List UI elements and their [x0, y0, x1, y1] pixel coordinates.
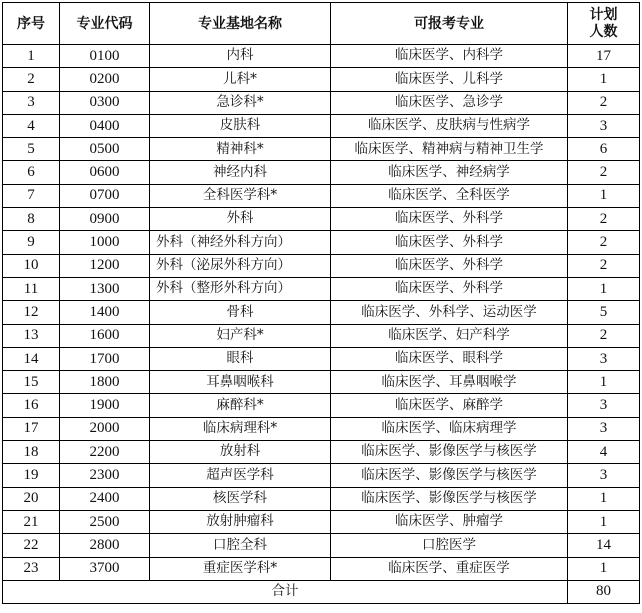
row-code: 1900: [60, 394, 150, 417]
recruitment-plan-table: [2, 2, 640, 604]
row-base-name: 妇产科*: [150, 324, 331, 347]
row-index: 4: [3, 114, 60, 137]
row-count: 6: [568, 138, 640, 161]
table-row: [3, 534, 640, 557]
row-index: 3: [3, 91, 60, 114]
row-code: 2000: [60, 417, 150, 440]
row-index: 12: [3, 301, 60, 324]
table-row: [3, 441, 640, 464]
row-count: 14: [568, 534, 640, 557]
row-major: 临床医学、外科学: [331, 231, 568, 254]
row-count: 5: [568, 301, 640, 324]
row-code: 0200: [60, 68, 150, 91]
row-count: 3: [568, 417, 640, 440]
table-row: [3, 138, 640, 161]
row-major: 临床医学、麻醉学: [331, 394, 568, 417]
header-count-text: 计划人数: [589, 6, 618, 40]
row-code: 1600: [60, 324, 150, 347]
row-count: 2: [568, 208, 640, 231]
table-row: [3, 510, 640, 533]
row-major: 临床医学、外科学: [331, 208, 568, 231]
table-row: [3, 208, 640, 231]
row-index: 17: [3, 417, 60, 440]
row-index: 11: [3, 277, 60, 300]
header-count: [568, 3, 640, 45]
header-index: 序号: [3, 3, 60, 45]
row-code: 0400: [60, 114, 150, 137]
row-base-name: 耳鼻咽喉科: [150, 371, 331, 394]
row-major: 临床医学、内科学: [331, 45, 568, 68]
row-major: 临床医学、急诊学: [331, 91, 568, 114]
row-major: 临床医学、外科学、运动医学: [331, 301, 568, 324]
row-count: 3: [568, 394, 640, 417]
total-count: 80: [568, 580, 640, 603]
row-index: 10: [3, 254, 60, 277]
table-row: [3, 91, 640, 114]
row-base-name: 儿科*: [150, 68, 331, 91]
row-count: 2: [568, 254, 640, 277]
row-base-name: 超声医学科: [150, 464, 331, 487]
row-count: 1: [568, 277, 640, 300]
row-index: 1: [3, 45, 60, 68]
row-index: 19: [3, 464, 60, 487]
row-count: 1: [568, 184, 640, 207]
row-count: 1: [568, 371, 640, 394]
row-code: 0600: [60, 161, 150, 184]
row-count: 3: [568, 347, 640, 370]
table-row: [3, 277, 640, 300]
row-index: 21: [3, 510, 60, 533]
row-count: 3: [568, 464, 640, 487]
row-base-name: 急诊科*: [150, 91, 331, 114]
row-major: 临床医学、影像医学与核医学: [331, 464, 568, 487]
row-count: 1: [568, 557, 640, 580]
row-index: 6: [3, 161, 60, 184]
table-row: [3, 394, 640, 417]
row-code: 2300: [60, 464, 150, 487]
row-base-name: 外科: [150, 208, 331, 231]
row-major: 口腔医学: [331, 534, 568, 557]
table-row: [3, 347, 640, 370]
row-base-name: 全科医学科*: [150, 184, 331, 207]
table-row: [3, 161, 640, 184]
row-index: 23: [3, 557, 60, 580]
row-major: 临床医学、全科医学: [331, 184, 568, 207]
row-base-name: 皮肤科: [150, 114, 331, 137]
row-major: 临床医学、临床病理学: [331, 417, 568, 440]
row-index: 15: [3, 371, 60, 394]
row-count: 4: [568, 441, 640, 464]
row-major: 临床医学、精神病与精神卫生学: [331, 138, 568, 161]
row-count: 2: [568, 231, 640, 254]
row-index: 16: [3, 394, 60, 417]
row-count: 1: [568, 487, 640, 510]
header-base-name: 专业基地名称: [150, 3, 331, 45]
row-base-name: 重症医学科*: [150, 557, 331, 580]
row-code: 2800: [60, 534, 150, 557]
row-count: 3: [568, 114, 640, 137]
row-major: 临床医学、妇产科学: [331, 324, 568, 347]
row-major: 临床医学、外科学: [331, 254, 568, 277]
row-major: 临床医学、影像医学与核医学: [331, 487, 568, 510]
row-base-name: 放射肿瘤科: [150, 510, 331, 533]
table-row: [3, 45, 640, 68]
table-row: [3, 184, 640, 207]
row-major: 临床医学、外科学: [331, 277, 568, 300]
table-row: [3, 487, 640, 510]
table-body: [3, 45, 640, 581]
row-count: 2: [568, 91, 640, 114]
row-code: 1200: [60, 254, 150, 277]
row-major: 临床医学、神经病学: [331, 161, 568, 184]
row-count: 2: [568, 161, 640, 184]
row-base-name: 神经内科: [150, 161, 331, 184]
row-code: 0900: [60, 208, 150, 231]
table-row: [3, 464, 640, 487]
table-header-row: [3, 3, 640, 45]
row-count: 17: [568, 45, 640, 68]
row-code: 2200: [60, 441, 150, 464]
table-row: [3, 324, 640, 347]
row-index: 13: [3, 324, 60, 347]
row-code: 0300: [60, 91, 150, 114]
total-row: [3, 580, 640, 603]
table-row: [3, 114, 640, 137]
table-row: [3, 301, 640, 324]
header-major: 可报考专业: [331, 3, 568, 45]
table-row: [3, 68, 640, 91]
row-base-name: 内科: [150, 45, 331, 68]
header-code: 专业代码: [60, 3, 150, 45]
table-row: [3, 557, 640, 580]
row-code: 2500: [60, 510, 150, 533]
row-code: 0700: [60, 184, 150, 207]
row-index: 14: [3, 347, 60, 370]
row-base-name: 核医学科: [150, 487, 331, 510]
row-major: 临床医学、耳鼻咽喉学: [331, 371, 568, 394]
table-row: [3, 254, 640, 277]
row-code: 1700: [60, 347, 150, 370]
table-row: [3, 371, 640, 394]
row-index: 7: [3, 184, 60, 207]
total-label: 合计: [3, 580, 568, 603]
table-row: [3, 231, 640, 254]
row-code: 0500: [60, 138, 150, 161]
row-index: 5: [3, 138, 60, 161]
row-base-name: 放射科: [150, 441, 331, 464]
row-index: 8: [3, 208, 60, 231]
row-base-name: 口腔全科: [150, 534, 331, 557]
row-index: 18: [3, 441, 60, 464]
table-row: [3, 417, 640, 440]
row-code: 1400: [60, 301, 150, 324]
row-code: 0100: [60, 45, 150, 68]
row-count: 2: [568, 324, 640, 347]
row-base-name: 眼科: [150, 347, 331, 370]
row-code: 2400: [60, 487, 150, 510]
row-index: 2: [3, 68, 60, 91]
row-base-name: 骨科: [150, 301, 331, 324]
row-base-name: 临床病理科*: [150, 417, 331, 440]
row-major: 临床医学、儿科学: [331, 68, 568, 91]
row-major: 临床医学、肿瘤学: [331, 510, 568, 533]
row-code: 1800: [60, 371, 150, 394]
row-base-name: 麻醉科*: [150, 394, 331, 417]
row-major: 临床医学、影像医学与核医学: [331, 441, 568, 464]
row-code: 1300: [60, 277, 150, 300]
row-count: 1: [568, 510, 640, 533]
row-base-name: 外科（整形外科方向）: [150, 277, 331, 300]
row-index: 20: [3, 487, 60, 510]
row-major: 临床医学、皮肤病与性病学: [331, 114, 568, 137]
row-index: 9: [3, 231, 60, 254]
row-major: 临床医学、眼科学: [331, 347, 568, 370]
row-base-name: 外科（神经外科方向）: [150, 231, 331, 254]
row-base-name: 精神科*: [150, 138, 331, 161]
row-code: 1000: [60, 231, 150, 254]
row-index: 22: [3, 534, 60, 557]
row-major: 临床医学、重症医学: [331, 557, 568, 580]
row-code: 3700: [60, 557, 150, 580]
row-base-name: 外科（泌尿外科方向）: [150, 254, 331, 277]
row-count: 1: [568, 68, 640, 91]
